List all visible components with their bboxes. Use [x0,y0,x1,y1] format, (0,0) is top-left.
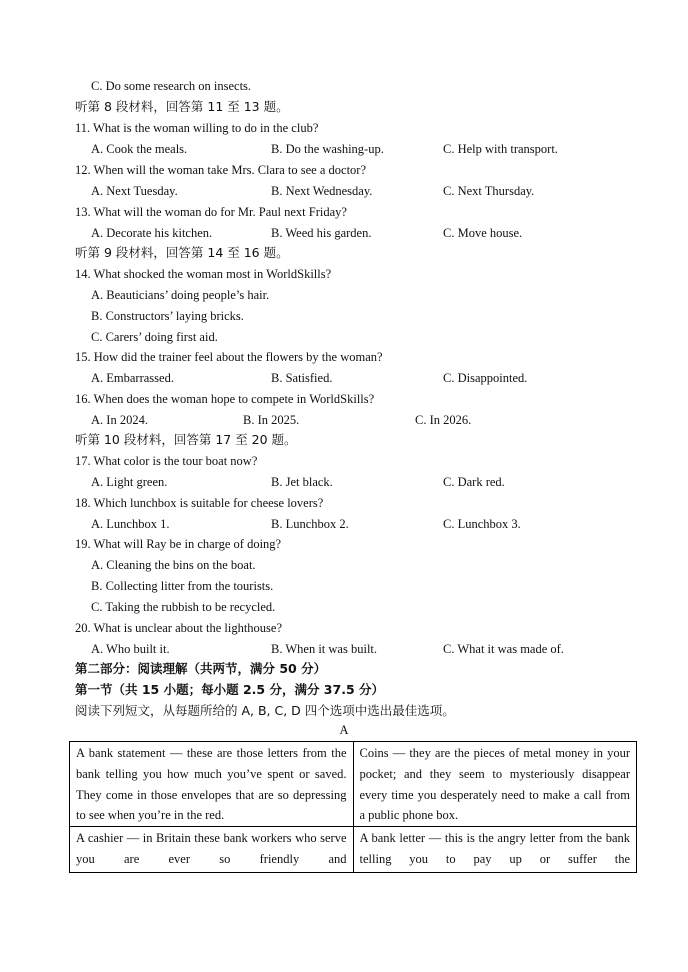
q19-stem: 19. What will Ray be in charge of doing? [75,537,282,551]
reading-instructions: 阅读下列短文，从每题所给的 A, B, C, D 四个选项中选出最佳选项。 [75,703,455,718]
q15-option-a: A. Embarrassed. [91,371,174,385]
q12-option-c: C. Next Thursday. [443,184,535,198]
table-cell-wrap [353,827,637,873]
q11-option-a: A. Cook the meals. [91,142,188,156]
table-cell-coins: Coins — they are the pieces of metal money in your pocket; and they seem to mysteriously disappear every time you desperately need to make a call from a public phone box. [353,742,637,827]
q14-option-c: C. Carers’ doing first aid. [91,330,218,344]
q12-option-a: A. Next Tuesday. [91,184,178,198]
q12-option-b: B. Next Wednesday. [271,184,373,198]
part10-header: 听第 10 段材料，回答第 17 至 20 题。 [75,432,297,447]
reading-part-title: 第二部分：阅读理解（共两节，满分 50 分） [75,661,327,676]
q17-stem: 17. What color is the tour boat now? [75,454,258,468]
q16-option-b: B. In 2025. [243,413,300,427]
table-cell-cashier: A cashier — in Britain these bank workers who serve you are ever so friendly and [76,831,347,866]
q16-stem: 16. When does the woman hope to compete in WorldSkills? [75,392,375,406]
q11-option-c: C. Help with transport. [443,142,558,156]
passage-label: A [339,723,349,737]
q17-option-b: B. Jet black. [271,475,333,489]
q20-option-b: B. When it was built. [271,642,378,656]
q20-option-c: C. What it was made of. [443,642,564,656]
table-cell-bank-statement: A bank statement — these are those letters from the bank telling you how much you’ve spent or saved. They come in those envelopes that are so depressing to see when you’re in the red. [70,742,354,827]
table-row [70,827,637,873]
q11-stem: 11. What is the woman willing to do in the club? [75,121,319,135]
part9-header: 听第 9 段材料，回答第 14 至 16 题。 [75,245,289,260]
q15-option-c: C. Disappointed. [443,371,528,385]
q16-option-c: C. In 2026. [415,413,472,427]
q15-option-b: B. Satisfied. [271,371,333,385]
q11-option-b: B. Do the washing-up. [271,142,384,156]
part8-header: 听第 8 段材料，回答第 11 至 13 题。 [75,99,289,114]
q13-option-a: A. Decorate his kitchen. [91,226,213,240]
q19-option-b: B. Collecting litter from the tourists. [91,579,274,593]
table-row [70,742,637,827]
q12-stem: 12. When will the woman take Mrs. Clara to see a doctor? [75,163,367,177]
q15-stem: 15. How did the trainer feel about the flowers by the woman? [75,350,383,364]
reading-section-title: 第一节（共 15 小题；每小题 2.5 分，满分 37.5 分） [75,682,384,697]
q19-option-c: C. Taking the rubbish to be recycled. [91,600,276,614]
q16-option-a: A. In 2024. [91,413,148,427]
q18-option-c: C. Lunchbox 3. [443,517,521,531]
q13-option-b: B. Weed his garden. [271,226,372,240]
q14-option-b: B. Constructors’ laying bricks. [91,309,244,323]
q13-stem: 13. What will the woman do for Mr. Paul next Friday? [75,205,347,219]
q20-option-a: A. Who built it. [91,642,170,656]
table-cell-bank-letter: A bank letter — this is the angry letter from the bank telling you to pay up or suffer the [359,831,630,866]
q18-stem: 18. Which lunchbox is suitable for cheese lovers? [75,496,324,510]
q20-stem: 20. What is unclear about the lighthouse? [75,621,283,635]
q14-stem: 14. What shocked the woman most in WorldSkills? [75,267,332,281]
table-cell-wrap [70,827,354,873]
q13-option-c: C. Move house. [443,226,523,240]
q18-option-a: A. Lunchbox 1. [91,517,170,531]
q17-option-c: C. Dark red. [443,475,505,489]
q18-option-b: B. Lunchbox 2. [271,517,349,531]
q19-option-a: A. Cleaning the bins on the boat. [91,558,256,572]
q17-option-a: A. Light green. [91,475,168,489]
q10-option-c: C. Do some research on insects. [91,79,252,93]
q14-option-a: A. Beauticians’ doing people’s hair. [91,288,270,302]
vocabulary-table [69,741,637,873]
